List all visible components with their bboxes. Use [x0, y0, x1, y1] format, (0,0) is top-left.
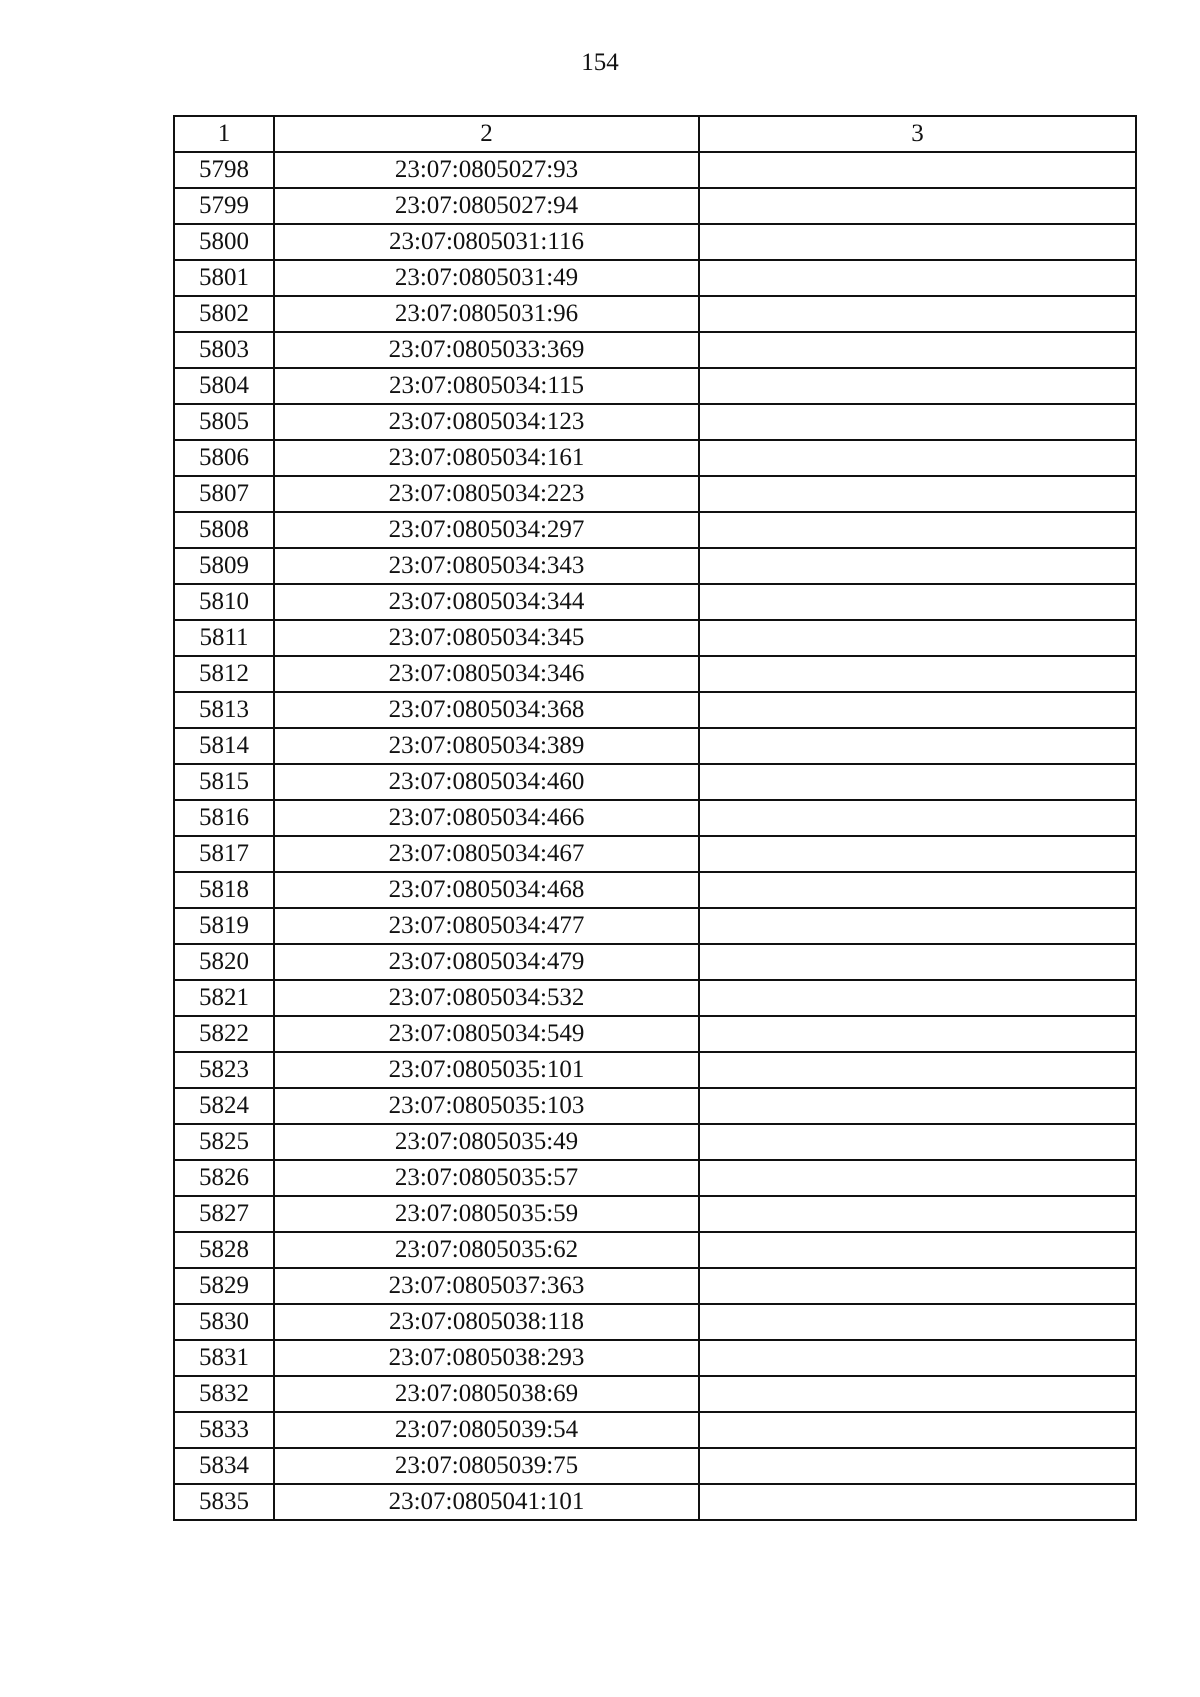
notes-cell — [699, 1340, 1136, 1376]
cadastral-number-cell: 23:07:0805038:118 — [274, 1304, 699, 1340]
row-number-cell: 5806 — [174, 440, 274, 476]
cadastral-number-cell: 23:07:0805038:293 — [274, 1340, 699, 1376]
notes-cell — [699, 584, 1136, 620]
cadastral-number-cell: 23:07:0805034:549 — [274, 1016, 699, 1052]
row-number-cell: 5810 — [174, 584, 274, 620]
cadastral-number-cell: 23:07:0805038:69 — [274, 1376, 699, 1412]
cadastral-number-cell: 23:07:0805034:346 — [274, 656, 699, 692]
row-number-cell: 5804 — [174, 368, 274, 404]
notes-cell — [699, 980, 1136, 1016]
table-row — [174, 836, 1136, 872]
cadastral-number-cell: 23:07:0805034:389 — [274, 728, 699, 764]
row-number-cell: 5828 — [174, 1232, 274, 1268]
notes-cell — [699, 944, 1136, 980]
cadastral-number-cell: 23:07:0805034:467 — [274, 836, 699, 872]
cadastral-number-cell: 23:07:0805034:468 — [274, 872, 699, 908]
row-number-cell: 5815 — [174, 764, 274, 800]
row-number-cell: 5814 — [174, 728, 274, 764]
cadastral-number-cell: 23:07:0805034:345 — [274, 620, 699, 656]
notes-cell — [699, 1232, 1136, 1268]
cadastral-number-cell: 23:07:0805034:368 — [274, 692, 699, 728]
notes-cell — [699, 188, 1136, 224]
header-row — [174, 116, 1136, 152]
notes-cell — [699, 1304, 1136, 1340]
notes-cell — [699, 1376, 1136, 1412]
table-row — [174, 296, 1136, 332]
notes-cell — [699, 368, 1136, 404]
table-row — [174, 152, 1136, 188]
cadastral-number-cell: 23:07:0805034:477 — [274, 908, 699, 944]
notes-cell — [699, 836, 1136, 872]
table-row — [174, 368, 1136, 404]
table-row — [174, 332, 1136, 368]
notes-cell — [699, 1124, 1136, 1160]
row-number-cell: 5827 — [174, 1196, 274, 1232]
cadastral-number-cell: 23:07:0805035:101 — [274, 1052, 699, 1088]
notes-cell — [699, 1484, 1136, 1520]
row-number-cell: 5802 — [174, 296, 274, 332]
table-row — [174, 764, 1136, 800]
notes-cell — [699, 476, 1136, 512]
notes-cell — [699, 728, 1136, 764]
table-row — [174, 476, 1136, 512]
cadastral-number-cell: 23:07:0805034:479 — [274, 944, 699, 980]
page-number: 154 — [581, 49, 619, 76]
row-number-cell: 5819 — [174, 908, 274, 944]
notes-cell — [699, 656, 1136, 692]
table-row — [174, 224, 1136, 260]
notes-cell — [699, 512, 1136, 548]
cadastral-number-cell: 23:07:0805031:116 — [274, 224, 699, 260]
notes-cell — [699, 692, 1136, 728]
notes-cell — [699, 800, 1136, 836]
table-row — [174, 548, 1136, 584]
row-number-cell: 5801 — [174, 260, 274, 296]
row-number-cell: 5799 — [174, 188, 274, 224]
row-number-cell: 5800 — [174, 224, 274, 260]
notes-cell — [699, 440, 1136, 476]
notes-cell — [699, 1016, 1136, 1052]
table-row — [174, 728, 1136, 764]
cadastral-number-cell: 23:07:0805027:94 — [274, 188, 699, 224]
table-row — [174, 872, 1136, 908]
row-number-cell: 5834 — [174, 1448, 274, 1484]
table-row — [174, 1268, 1136, 1304]
cadastral-number-cell: 23:07:0805034:115 — [274, 368, 699, 404]
table-row — [174, 1052, 1136, 1088]
row-number-cell: 5829 — [174, 1268, 274, 1304]
table-row — [174, 1196, 1136, 1232]
row-number-cell: 5831 — [174, 1340, 274, 1376]
notes-cell — [699, 548, 1136, 584]
cadastral-number-cell: 23:07:0805035:59 — [274, 1196, 699, 1232]
row-number-cell: 5798 — [174, 152, 274, 188]
table-row — [174, 440, 1136, 476]
row-number-cell: 5807 — [174, 476, 274, 512]
row-number-cell: 5820 — [174, 944, 274, 980]
notes-cell — [699, 332, 1136, 368]
table-row — [174, 1484, 1136, 1520]
row-number-cell: 5816 — [174, 800, 274, 836]
row-number-cell: 5803 — [174, 332, 274, 368]
cadastral-number-cell: 23:07:0805034:343 — [274, 548, 699, 584]
cadastral-number-cell: 23:07:0805034:532 — [274, 980, 699, 1016]
cadastral-number-cell: 23:07:0805031:49 — [274, 260, 699, 296]
notes-cell — [699, 764, 1136, 800]
cadastral-number-cell: 23:07:0805035:62 — [274, 1232, 699, 1268]
cadastral-number-cell: 23:07:0805034:297 — [274, 512, 699, 548]
notes-cell — [699, 224, 1136, 260]
table-row — [174, 692, 1136, 728]
table-row — [174, 404, 1136, 440]
cadastral-number-cell: 23:07:0805037:363 — [274, 1268, 699, 1304]
row-number-cell: 5811 — [174, 620, 274, 656]
row-number-cell: 5808 — [174, 512, 274, 548]
notes-cell — [699, 1196, 1136, 1232]
table-row — [174, 620, 1136, 656]
row-number-cell: 5821 — [174, 980, 274, 1016]
notes-cell — [699, 296, 1136, 332]
row-number-cell: 5822 — [174, 1016, 274, 1052]
cadastral-number-cell: 23:07:0805041:101 — [274, 1484, 699, 1520]
table-row — [174, 656, 1136, 692]
cadastral-number-cell: 23:07:0805039:75 — [274, 1448, 699, 1484]
table-row — [174, 1088, 1136, 1124]
table-row — [174, 908, 1136, 944]
table-row — [174, 1412, 1136, 1448]
notes-cell — [699, 1088, 1136, 1124]
table-row — [174, 980, 1136, 1016]
cadastral-number-cell: 23:07:0805035:103 — [274, 1088, 699, 1124]
cadastral-number-cell: 23:07:0805027:93 — [274, 152, 699, 188]
table-row — [174, 1448, 1136, 1484]
cadastral-number-cell: 23:07:0805035:57 — [274, 1160, 699, 1196]
table-row — [174, 512, 1136, 548]
cadastral-number-cell: 23:07:0805034:466 — [274, 800, 699, 836]
column-header-2: 2 — [274, 116, 699, 152]
column-header-3: 3 — [699, 116, 1136, 152]
notes-cell — [699, 1268, 1136, 1304]
table-row — [174, 188, 1136, 224]
table-row — [174, 1232, 1136, 1268]
row-number-cell: 5824 — [174, 1088, 274, 1124]
table-row — [174, 1124, 1136, 1160]
table-body — [174, 152, 1136, 1520]
notes-cell — [699, 908, 1136, 944]
notes-cell — [699, 1448, 1136, 1484]
cadastral-number-cell: 23:07:0805034:123 — [274, 404, 699, 440]
table-row — [174, 944, 1136, 980]
cadastral-number-cell: 23:07:0805034:161 — [274, 440, 699, 476]
table-row — [174, 1340, 1136, 1376]
table-row — [174, 1160, 1136, 1196]
table-row — [174, 1376, 1136, 1412]
row-number-cell: 5826 — [174, 1160, 274, 1196]
cadastral-number-cell: 23:07:0805039:54 — [274, 1412, 699, 1448]
notes-cell — [699, 404, 1136, 440]
row-number-cell: 5805 — [174, 404, 274, 440]
table-header — [174, 116, 1136, 152]
table-row — [174, 800, 1136, 836]
notes-cell — [699, 1160, 1136, 1196]
notes-cell — [699, 152, 1136, 188]
row-number-cell: 5818 — [174, 872, 274, 908]
column-header-1: 1 — [174, 116, 274, 152]
table-row — [174, 584, 1136, 620]
table-row — [174, 260, 1136, 296]
cadastral-number-cell: 23:07:0805035:49 — [274, 1124, 699, 1160]
row-number-cell: 5817 — [174, 836, 274, 872]
cadastral-number-cell: 23:07:0805034:223 — [274, 476, 699, 512]
cadastral-number-cell: 23:07:0805033:369 — [274, 332, 699, 368]
cadastral-number-cell: 23:07:0805034:344 — [274, 584, 699, 620]
notes-cell — [699, 1052, 1136, 1088]
cadastral-number-cell: 23:07:0805031:96 — [274, 296, 699, 332]
row-number-cell: 5823 — [174, 1052, 274, 1088]
row-number-cell: 5825 — [174, 1124, 274, 1160]
row-number-cell: 5812 — [174, 656, 274, 692]
row-number-cell: 5830 — [174, 1304, 274, 1340]
row-number-cell: 5833 — [174, 1412, 274, 1448]
table-row — [174, 1016, 1136, 1052]
row-number-cell: 5813 — [174, 692, 274, 728]
notes-cell — [699, 260, 1136, 296]
notes-cell — [699, 872, 1136, 908]
row-number-cell: 5809 — [174, 548, 274, 584]
cadastral-number-cell: 23:07:0805034:460 — [274, 764, 699, 800]
notes-cell — [699, 1412, 1136, 1448]
cadastral-number-table — [173, 115, 1137, 1521]
row-number-cell: 5832 — [174, 1376, 274, 1412]
table-row — [174, 1304, 1136, 1340]
notes-cell — [699, 620, 1136, 656]
row-number-cell: 5835 — [174, 1484, 274, 1520]
